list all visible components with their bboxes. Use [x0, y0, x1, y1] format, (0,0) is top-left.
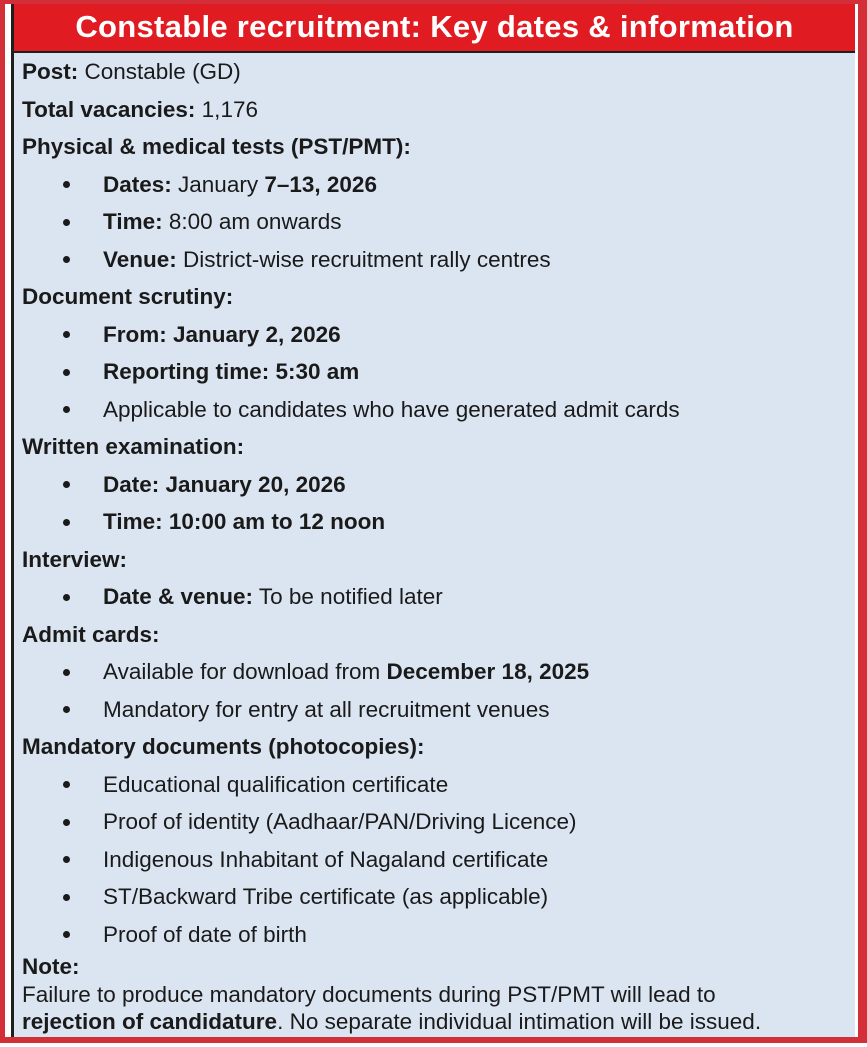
bullet-dot — [63, 181, 70, 188]
text-segment: Total vacancies: — [22, 96, 196, 122]
text-segment: Indigenous Inhabitant of Nagaland certificate — [103, 846, 549, 872]
text-segment: Educational qualification certificate — [103, 771, 449, 797]
bullet-dot — [63, 669, 70, 676]
text-segment: 7–13, 2026 — [264, 171, 377, 197]
text-segment: January — [171, 171, 265, 197]
text-segment: December 18, 2025 — [386, 659, 590, 684]
text-segment: Failure to produce mandatory documents during PST/PMT will lead to — [22, 981, 716, 1007]
text-segment: 8:00 am onwards — [162, 209, 342, 234]
section-heading — [14, 541, 855, 579]
bullet-item — [14, 766, 855, 804]
bullet-item — [14, 691, 855, 729]
section-heading — [14, 278, 855, 316]
text-segment: Dates: — [103, 171, 172, 197]
text-segment: Mandatory for entry at all recruitment venues — [103, 696, 550, 722]
bullet-dot — [63, 856, 70, 863]
text-segment: rejection of candidature — [22, 1009, 278, 1034]
section-heading — [14, 728, 855, 766]
bullet-item — [14, 466, 855, 504]
bullet-dot — [63, 481, 70, 488]
bullet-item — [14, 166, 855, 204]
text-segment: District-wise recruitment rally centres — [176, 246, 551, 272]
section-heading — [14, 53, 855, 91]
text-segment: Post: — [22, 59, 79, 84]
text-segment: Time: 10:00 am to 12 noon — [103, 509, 386, 534]
section-heading — [14, 616, 855, 654]
info-table — [11, 3, 855, 1037]
text-segment: Reporting time: 5:30 am — [103, 359, 360, 384]
bullet-dot — [63, 406, 70, 413]
bullet-dot — [63, 519, 70, 526]
text-segment: Physical & medical tests (PST/PMT): — [22, 134, 411, 159]
note-text — [14, 1008, 855, 1036]
text-segment: Time: — [103, 209, 163, 234]
text-segment: Interview: — [22, 546, 128, 572]
bullet-item — [14, 353, 855, 391]
bullet-item — [14, 841, 855, 879]
note-text — [14, 981, 855, 1009]
bullet-dot — [63, 594, 70, 601]
text-segment: Admit cards: — [22, 621, 160, 647]
bullet-item — [14, 803, 855, 841]
text-segment: To be notified later — [253, 584, 443, 609]
text-segment: Proof of date of birth — [103, 921, 307, 947]
text-segment: Document scrutiny: — [22, 284, 234, 309]
text-segment: Applicable to candidates who have generated admit cards — [103, 396, 680, 422]
text-segment: Available for download from — [103, 659, 387, 684]
text-segment: Note: — [22, 954, 80, 979]
bullet-dot — [63, 931, 70, 938]
text-segment: Mandatory documents (photocopies): — [22, 734, 425, 759]
bullet-dot — [63, 219, 70, 226]
section-heading — [14, 428, 855, 466]
bullet-item — [14, 241, 855, 279]
text-segment: Venue: — [103, 246, 177, 272]
table-body — [14, 53, 855, 1036]
bullet-dot — [63, 781, 70, 788]
section-heading — [14, 128, 855, 166]
text-segment: ST/Backward Tribe certificate (as applicable) — [103, 884, 549, 909]
bullet-item — [14, 878, 855, 916]
bullet-dot — [63, 706, 70, 713]
bullet-dot — [63, 256, 70, 263]
bullet-item — [14, 203, 855, 241]
table-title: Constable recruitment: Key dates & information — [75, 9, 794, 44]
text-segment: Date: January 20, 2026 — [103, 471, 346, 497]
bullet-item — [14, 653, 855, 691]
text-segment: . No separate individual intimation will be issued. — [277, 1009, 762, 1034]
bullet-dot — [63, 894, 70, 901]
bullet-item — [14, 391, 855, 429]
bullet-dot — [63, 331, 70, 338]
text-segment: Proof of identity (Aadhaar/PAN/Driving Licence) — [103, 809, 577, 834]
text-segment: Constable (GD) — [78, 59, 241, 84]
bullet-item — [14, 503, 855, 541]
section-heading — [14, 953, 855, 981]
table-header — [14, 3, 855, 53]
text-segment: Date & venue: — [103, 584, 254, 609]
bullet-dot — [63, 369, 70, 376]
bullet-item — [14, 316, 855, 354]
text-segment: 1,176 — [195, 96, 258, 122]
text-segment: From: January 2, 2026 — [103, 321, 341, 347]
text-segment: Written examination: — [22, 434, 245, 459]
bullet-dot — [63, 819, 70, 826]
section-heading — [14, 91, 855, 129]
bullet-item — [14, 578, 855, 616]
bullet-item — [14, 916, 855, 954]
